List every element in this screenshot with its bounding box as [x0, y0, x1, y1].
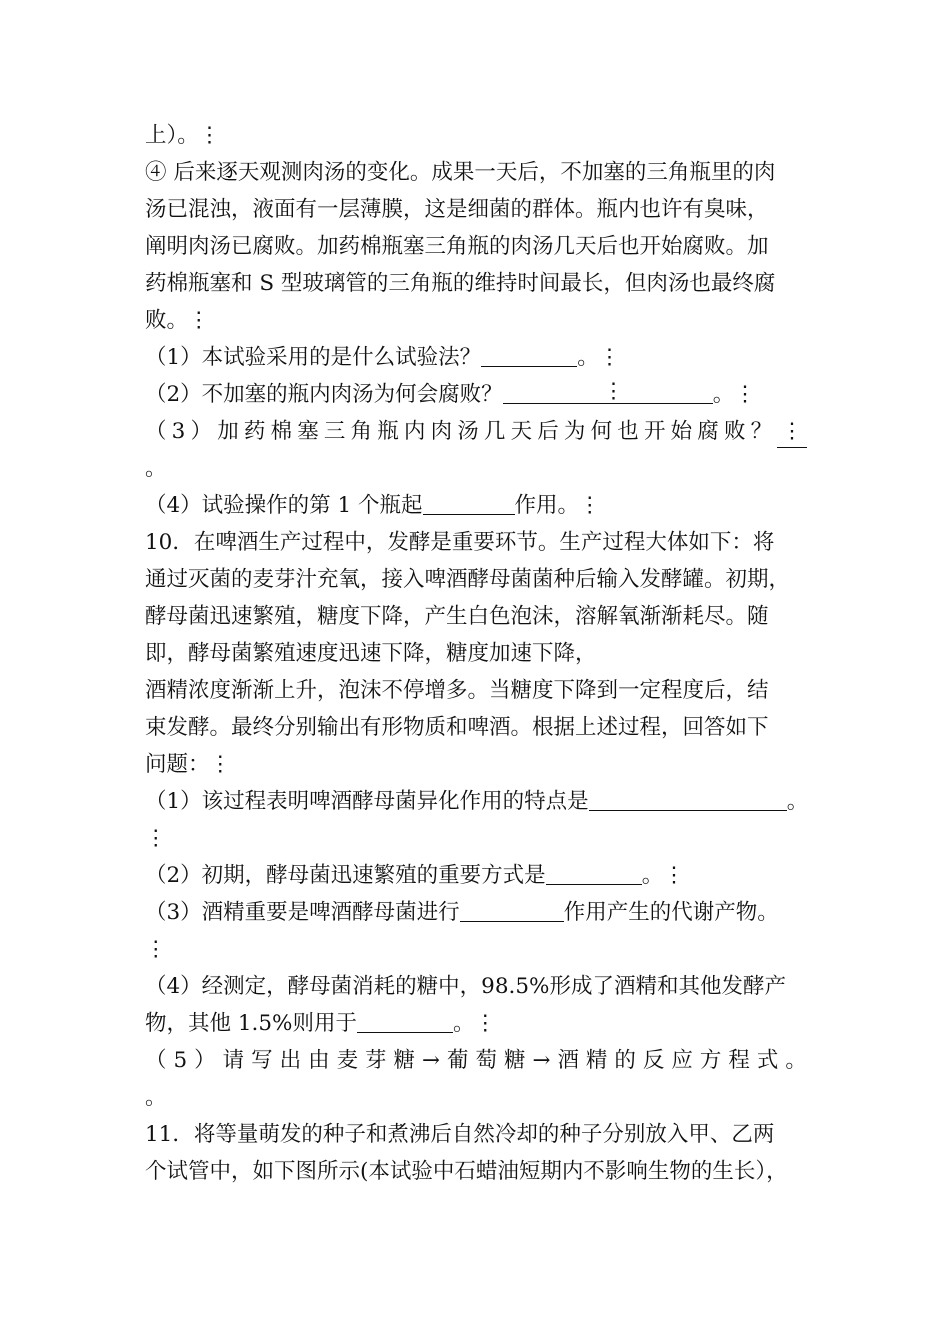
answer-blank[interactable]	[481, 344, 577, 367]
text-line: 11．将等量萌发的种子和煮沸后自然冷却的种子分别放入甲、乙两	[145, 1122, 775, 1147]
question-line	[145, 898, 825, 928]
char: 葡	[447, 1048, 469, 1073]
text-line: 通过灭菌的麦芽汁充氧，接入啤酒酵母菌菌种后输入发酵罐。初期，	[145, 567, 791, 592]
char: 天	[510, 419, 533, 444]
answer-blank[interactable]	[589, 788, 787, 811]
question-text: （1）本试验采用的是什么试验法？	[145, 345, 482, 370]
char: 药	[243, 419, 266, 444]
arrow-icon: →	[532, 1048, 551, 1073]
arrow-icon: →	[422, 1048, 441, 1073]
char: 出	[279, 1048, 302, 1073]
text-line: 。	[145, 1085, 167, 1110]
text-line: （4）经测定，酵母菌消耗的糖中，98.5%形成了酒精和其他发酵产	[145, 974, 786, 999]
question-text: 物，其他 1.5%则用于	[145, 1011, 357, 1036]
question-line	[145, 1009, 825, 1039]
text-line: 酒精浓度渐渐上升，泡沫不停增多。当糖度下降到一定程度后，结	[145, 678, 769, 703]
char: 的	[614, 1048, 636, 1073]
char: 棉	[270, 419, 293, 444]
text-line: 即，酵母菌繁殖速度迅速下降，糖度加速下降，	[145, 641, 597, 666]
char: 加	[217, 419, 239, 444]
text-line: 个试管中，如下图所示(本试验中石蜡油短期内不影响生物的生长），	[145, 1159, 788, 1184]
answer-blank[interactable]	[357, 1010, 453, 1033]
question-line	[145, 343, 825, 373]
spread-text	[145, 1046, 807, 1076]
char: 5	[173, 1048, 188, 1073]
text-line: 束发酵。最终分别输出有形物质和啤酒。根据上述过程，回答如下	[145, 715, 769, 740]
char: 败	[723, 419, 746, 444]
text-line: ⋮	[145, 826, 167, 851]
char: 请	[222, 1048, 245, 1073]
answer-blank[interactable]	[423, 492, 515, 515]
answer-blank[interactable]	[503, 381, 713, 404]
char: 芽	[365, 1048, 387, 1073]
char: 角	[350, 419, 373, 444]
question-line	[145, 1046, 825, 1076]
char: 后	[537, 419, 559, 444]
char: 几	[483, 419, 506, 444]
question-suffix: 。⋮	[641, 863, 685, 888]
question-line	[145, 380, 825, 410]
question-line	[145, 861, 825, 891]
text-line: 酵母菌迅速繁殖，糖度下降，产生白色泡沫，溶解氧渐渐耗尽。随	[145, 604, 769, 629]
char: 3	[171, 419, 186, 444]
char: ）	[190, 419, 213, 444]
text-line: 阐明肉汤已腐败。加药棉瓶塞三角瓶的肉汤几天后也开始腐败。加	[145, 234, 769, 259]
char: （	[145, 1048, 167, 1073]
char: 也	[617, 419, 639, 444]
text-line: 上）。⋮	[145, 123, 221, 148]
char: 萄	[475, 1048, 497, 1073]
char: 。	[785, 1048, 807, 1073]
question-suffix: 。⋮	[452, 1011, 496, 1036]
char: ）	[194, 1048, 216, 1073]
text-line: 问题：⋮	[145, 752, 232, 777]
char: 写	[251, 1048, 273, 1073]
text-line: ⋮	[145, 937, 167, 962]
char: 始	[670, 419, 693, 444]
question-line	[145, 417, 825, 448]
char: 瓶	[377, 419, 399, 444]
char: 式	[756, 1048, 779, 1073]
char: 汤	[457, 419, 479, 444]
char: 程	[728, 1048, 750, 1073]
char: 麦	[336, 1048, 359, 1073]
text-line: ④ 后来逐天观测肉汤的变化。成果一天后，不加塞的三角瓶里的肉	[145, 160, 776, 185]
char: 腐	[697, 419, 719, 444]
question-suffix: 作用产生的代谢产物。	[563, 900, 779, 925]
answer-blank[interactable]	[460, 899, 564, 922]
spread-text	[145, 417, 807, 448]
char: 由	[308, 1048, 330, 1073]
question-text: （3）酒精重要是啤酒酵母菌进行	[145, 900, 460, 925]
question-text: （4）试验操作的第 1 个瓶起	[145, 493, 423, 518]
text-line: 药棉瓶塞和 S 型玻璃管的三角瓶的维持时间最长，但肉汤也最终腐	[145, 271, 776, 296]
text-line: 败。⋮	[145, 308, 210, 333]
char: 酒	[557, 1048, 579, 1073]
question-line	[145, 787, 825, 817]
char: 为	[563, 419, 586, 444]
char: 糖	[393, 1048, 416, 1073]
blank-marker: ⋮	[602, 379, 625, 404]
answer-blank[interactable]	[546, 862, 642, 885]
question-suffix: 作用。⋮	[514, 493, 601, 518]
text-line: 。	[145, 456, 167, 481]
char: 精	[585, 1048, 608, 1073]
question-text: （1）该过程表明啤酒酵母菌异化作用的特点是	[145, 789, 589, 814]
text-line: 汤已混浊，液面有一层薄膜，这是细菌的群体。瓶内也许有臭味，	[145, 197, 769, 222]
question-suffix: 。⋮	[712, 382, 756, 407]
char: ？	[750, 419, 773, 444]
question-line	[145, 491, 825, 521]
question-text: （2）不加塞的瓶内肉汤为何会腐败？	[145, 382, 503, 407]
char: 肉	[430, 419, 453, 444]
char: 何	[590, 419, 613, 444]
char: 应	[671, 1048, 693, 1073]
question-suffix: 。⋮	[577, 345, 621, 370]
char: 三	[323, 419, 346, 444]
text-line: 10．在啤酒生产过程中，发酵是重要环节。生产过程大体如下：将	[145, 530, 775, 555]
question-text: （2）初期，酵母菌迅速繁殖的重要方式是	[145, 863, 546, 888]
char: 内	[403, 419, 426, 444]
char: 方	[699, 1048, 722, 1073]
char: 糖	[503, 1048, 526, 1073]
char: 反	[642, 1048, 665, 1073]
char: 开	[643, 419, 666, 444]
answer-blank[interactable]: ⋮	[777, 417, 807, 448]
question-suffix: 。	[786, 789, 809, 814]
char: （	[145, 419, 167, 444]
char: 塞	[297, 419, 319, 444]
